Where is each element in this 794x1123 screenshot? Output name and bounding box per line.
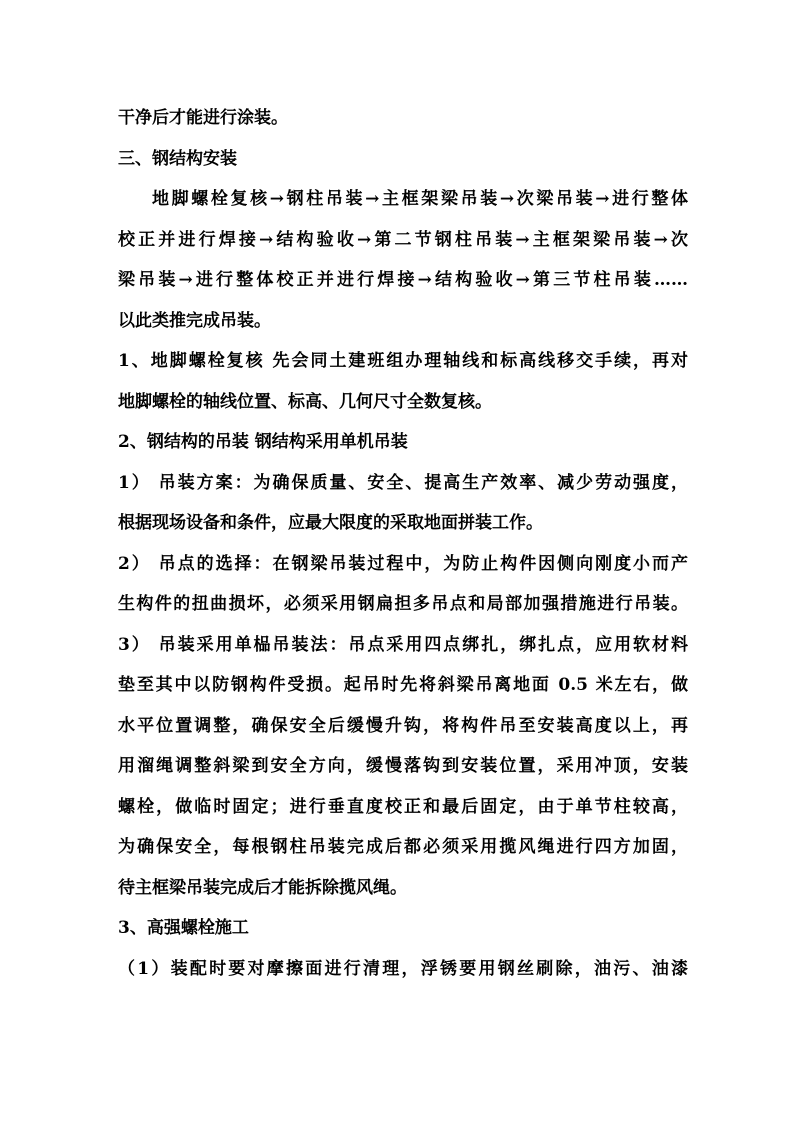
section-heading: 三、钢结构安装 — [118, 148, 237, 169]
sub-item-line: 3） 吊装采用单榀吊装法：吊点采用四点绑扎，绑扎点，应用软材料 — [118, 634, 688, 655]
paragraph-line: 以此类推完成吊装。 — [118, 310, 271, 331]
paragraph-line: 地脚螺栓的轴线位置、标高、几何尺寸全数复核。 — [118, 391, 492, 412]
paragraph-line: 为确保安全，每根钢柱吊装完成后都必须采用揽风绳进行四方加固， — [118, 837, 688, 857]
paragraph-line: 根据现场设备和条件，应最大限度的采取地面拼装工作。 — [118, 513, 543, 533]
document-body — [118, 98, 688, 989]
numbered-item-heading: 1、地脚螺栓复核 先会同土建班组办理轴线和标高线移交手续，再对 — [118, 351, 688, 371]
paragraph-line: 垫至其中以防钢构件受损。起吊时先将斜梁吊离地面 0.5 米左右，做 — [118, 675, 688, 695]
paragraph-line: 用溜绳调整斜梁到安全方向，缓慢落钩到安装位置，采用冲顶，安装 — [118, 756, 688, 776]
paragraph-line: 梁吊装→进行整体校正并进行焊接→结构验收→第三节柱吊装…… — [118, 270, 688, 290]
paragraph-line: 校正并进行焊接→结构验收→第二节钢柱吊装→主框架梁吊装→次 — [118, 229, 688, 250]
paragraph-line: 待主框梁吊装完成后才能拆除揽风绳。 — [118, 877, 407, 898]
sub-item-line: （1）装配时要对摩擦面进行清理，浮锈要用钢丝刷除，油污、油漆 — [118, 958, 688, 979]
numbered-item-heading: 2、钢结构的吊装 钢结构采用单机吊装 — [118, 432, 408, 452]
paragraph-line: 干净后才能进行涂装。 — [118, 108, 288, 128]
paragraph-line: 螺栓，做临时固定；进行垂直度校正和最后固定，由于单节柱较高， — [118, 796, 688, 817]
paragraph-line: 水平位置调整，确保安全后缓慢升钩，将构件吊至安装高度以上，再 — [118, 715, 688, 736]
paragraph-line: 地脚螺栓复核→钢柱吊装→主框架梁吊装→次梁吊装→进行整体 — [152, 189, 688, 209]
paragraph-line: 生构件的扭曲损坏，必须采用钢扁担多吊点和局部加强措施进行吊装。 — [118, 594, 688, 614]
sub-item-line: 2） 吊点的选择：在钢梁吊装过程中，为防止构件因侧向刚度小而产 — [118, 553, 688, 574]
numbered-item-heading: 3、高强螺栓施工 — [118, 918, 249, 938]
sub-item-line: 1） 吊装方案：为确保质量、安全、提高生产效率、减少劳动强度， — [118, 472, 688, 493]
